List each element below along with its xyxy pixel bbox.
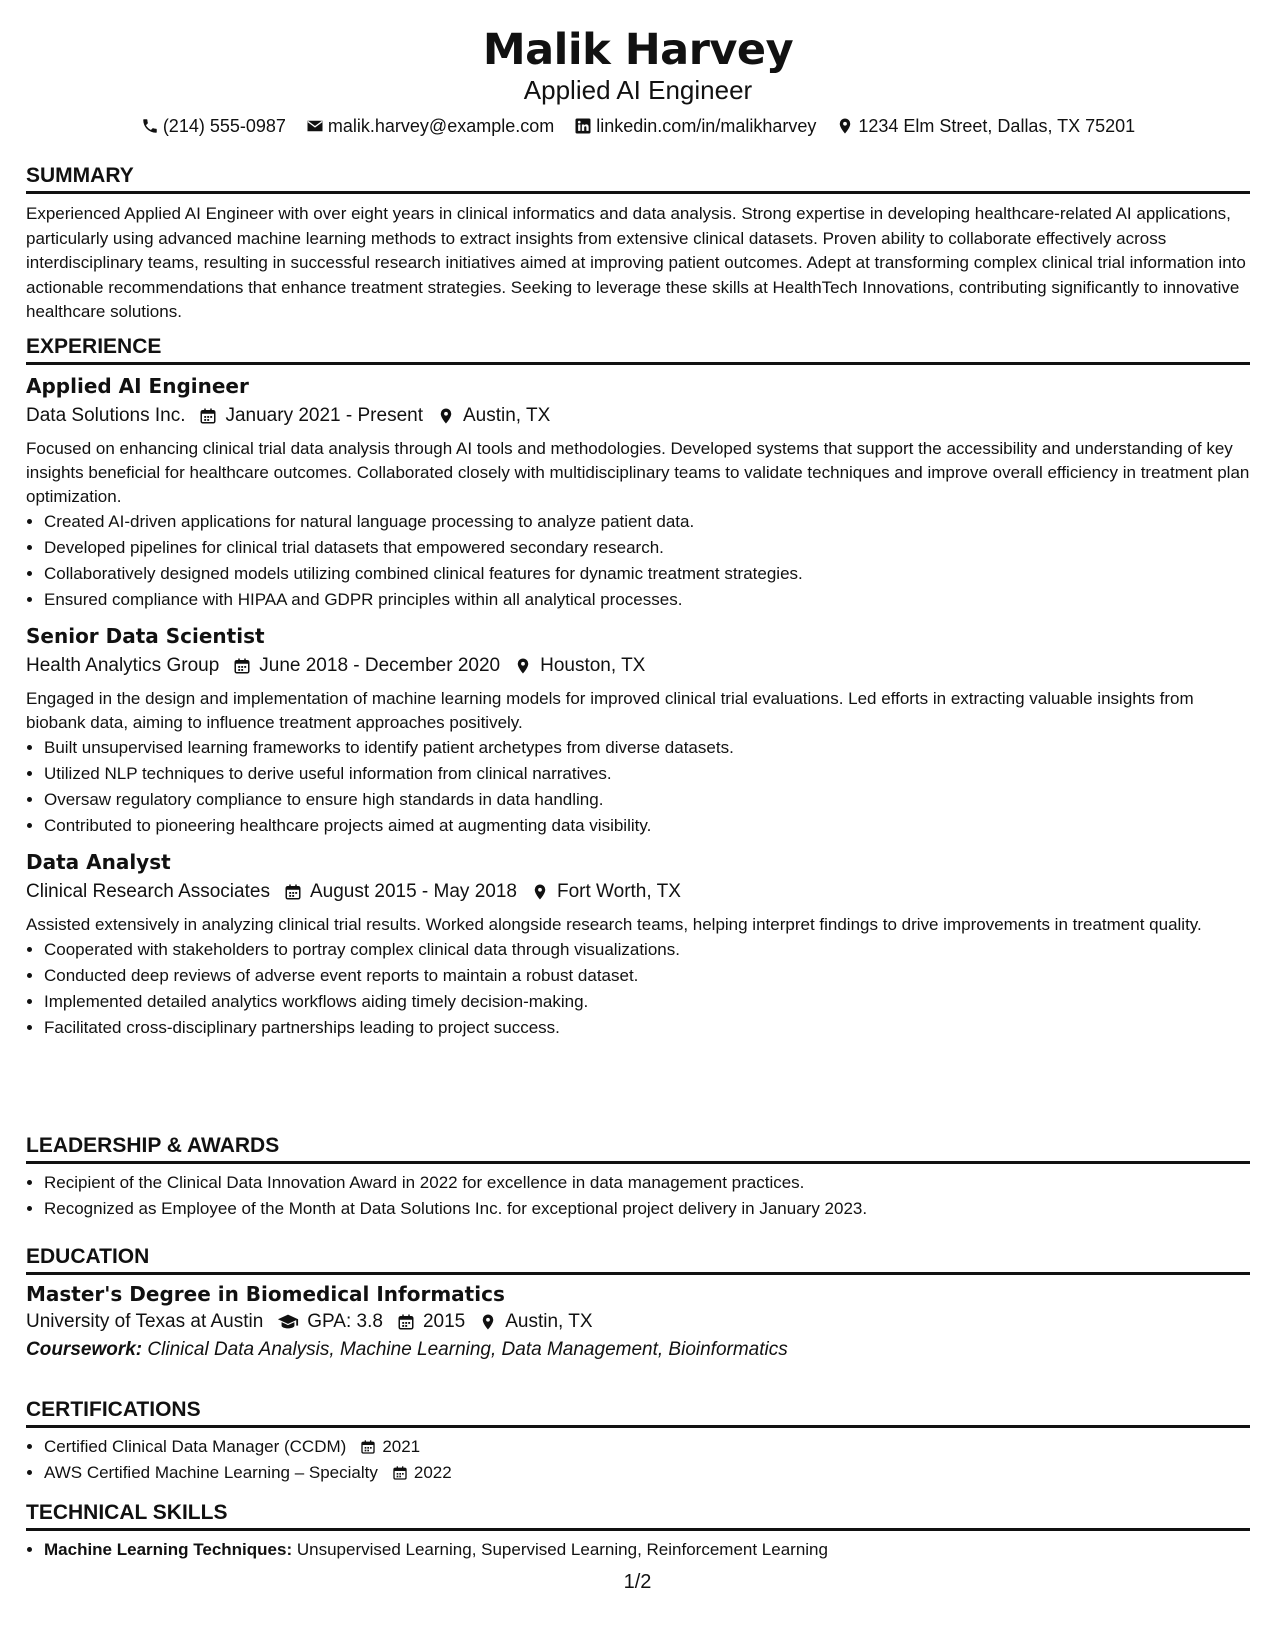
job-location: Austin, TX [463,405,551,426]
coursework-label: Coursework: [26,1339,143,1360]
list-item: • Contributed to pioneering healthcare projects aimed at augmenting data visibility. [44,813,1250,839]
list-item [44,1434,1250,1460]
map-pin-icon [479,1313,497,1331]
map-pin-icon [531,883,549,901]
job-bullets [26,937,1250,1041]
skills-list [26,1537,1250,1563]
map-pin-icon [437,407,455,425]
degree-title: Master's Degree in Biomedical Informatics [26,1282,505,1306]
summary-section [26,163,1250,325]
job-dates: August 2015 - May 2018 [309,881,517,902]
job-location: Fort Worth, TX [556,881,681,902]
certifications-list [26,1434,1250,1486]
resume-header [26,24,1250,138]
phone-text[interactable]: (214) 555-0987 [162,116,286,136]
awards-section [26,1133,1250,1222]
job-description: Assisted extensively in analyzing clinical trial results. Worked alongside research teams, helping interpret findings to drive improvements in treatment quality. [26,915,1202,934]
list-item: • Created AI-driven applications for natural language processing to analyze patient data. [44,509,1250,535]
contact-linkedin [574,114,816,138]
job-entry [26,623,1250,839]
summary-text: Experienced Applied AI Engineer with over eight years in clinical informatics and data analysis. Strong expertise in developing healthcare-related AI applications, particularly using advanced machine learning methods to extract insights from extensive clinical datasets. Proven ability to collaborate effectively across interdisciplinary teams, resulting in successful research initiatives aimed at improving patient outcomes. Adept at transforming complex clinical trial information into actionable recommendations that enhance treatment strategies. Seeking to leverage these skills at HealthTech Innovations, contributing significantly to innovative healthcare solutions. [26,204,1246,321]
calendar-icon [392,1465,408,1481]
summary-heading: SUMMARY [26,163,1250,194]
job-title: Data Analyst [26,850,171,874]
contact-address [836,114,1135,138]
list-item: • Recognized as Employee of the Month at Data Solutions Inc. for exceptional project delivery in January 2023. [44,1196,1250,1222]
job-title: Applied AI Engineer [26,374,249,398]
job-description: Engaged in the design and implementation of machine learning models for improved clinical trial evaluations. Led efforts in extracting valuable insights from biobank data, aiming to influence treatment approaches positively. [26,689,1194,732]
list-item: • Developed pipelines for clinical trial datasets that empowered secondary research. [44,535,1250,561]
job-entry [26,849,1250,1041]
company-name: Clinical Research Associates [26,881,270,902]
candidate-role: Applied AI Engineer [523,75,753,105]
phone-icon [141,117,159,135]
skill-label: Machine Learning Techniques: [44,1540,293,1559]
job-dates: June 2018 - December 2020 [259,655,501,676]
contact-email [306,114,554,138]
company-name: Health Analytics Group [26,655,220,676]
job-location: Houston, TX [540,655,646,676]
contact-bar [26,114,1250,138]
education-section [26,1244,1250,1363]
gpa-text: GPA: 3.8 [307,1311,383,1332]
list-item: • Collaboratively designed models utilizing combined clinical features for dynamic treatment strategies. [44,561,1250,587]
job-meta [26,653,1250,679]
list-item: • Cooperated with stakeholders to portray complex clinical data through visualizations. [44,937,1250,963]
cert-year: 2021 [382,1437,421,1456]
job-bullets [26,509,1250,613]
skills-section [26,1500,1250,1563]
cert-entry [44,1434,1250,1460]
list-item [44,1537,1250,1563]
coursework [26,1337,1250,1363]
school-name: University of Texas at Austin [26,1311,264,1332]
list-item: • Facilitated cross-disciplinary partnerships leading to project success. [44,1015,1250,1041]
calendar-icon [284,883,302,901]
list-item: • Conducted deep reviews of adverse event reports to maintain a robust dataset. [44,963,1250,989]
awards-heading: LEADERSHIP & AWARDS [26,1133,1250,1164]
job-bullets [26,735,1250,839]
job-description: Focused on enhancing clinical trial data analysis through AI tools and methodologies. Developed systems that support the accessibility and understanding of key insights beneficial for healthcare outcomes. Collaborated closely with multidisciplinary teams to validate techniques and improve overall efficiency in treatment plan optimization. [26,439,1250,506]
experience-section [26,334,1250,1041]
list-item: • Utilized NLP techniques to derive useful information from clinical narratives. [44,761,1250,787]
certifications-heading: CERTIFICATIONS [26,1397,1250,1428]
company-name: Data Solutions Inc. [26,405,186,426]
cert-entry [44,1460,1250,1486]
certifications-section [26,1397,1250,1486]
list-item [44,1460,1250,1486]
calendar-icon [397,1313,415,1331]
graduation-year: 2015 [422,1311,466,1332]
graduation-cap-icon [277,1311,299,1333]
cert-year: 2022 [413,1463,452,1482]
job-meta [26,403,1250,429]
list-item: • Ensured compliance with HIPAA and GDPR principles within all analytical processes. [44,587,1250,613]
resume-page [26,0,1250,1559]
job-dates: January 2021 - Present [225,405,423,426]
map-pin-icon [514,657,532,675]
education-meta [26,1309,1250,1335]
contact-phone [141,114,286,138]
skill-value: Unsupervised Learning, Supervised Learning, Reinforcement Learning [296,1540,828,1559]
email-link[interactable]: malik.harvey@example.com [327,116,555,136]
linkedin-icon [574,117,592,135]
map-pin-icon [836,117,854,135]
education-heading: EDUCATION [26,1244,1250,1275]
page-number: 1/2 [623,1571,652,1593]
list-item: • Oversaw regulatory compliance to ensure high standards in data handling. [44,787,1250,813]
cert-name: • Certified Clinical Data Manager (CCDM) [44,1437,347,1456]
calendar-icon [199,407,217,425]
school-location: Austin, TX [505,1311,593,1332]
experience-heading: EXPERIENCE [26,334,1250,365]
list-item: • Recipient of the Clinical Data Innovation Award in 2022 for excellence in data management practices. [44,1170,1250,1196]
list-item: • Implemented detailed analytics workflows aiding timely decision-making. [44,989,1250,1015]
awards-list [26,1170,1250,1222]
calendar-icon [360,1439,376,1455]
address-text: 1234 Elm Street, Dallas, TX 75201 [858,116,1136,136]
job-title: Senior Data Scientist [26,624,265,648]
job-meta [26,879,1250,905]
skills-heading: TECHNICAL SKILLS [26,1500,1250,1531]
coursework-list: Clinical Data Analysis, Machine Learning, Data Management, Bioinformatics [147,1339,788,1360]
calendar-icon [233,657,251,675]
linkedin-link[interactable]: linkedin.com/in/malikharvey [596,116,817,136]
envelope-icon [306,117,324,135]
cert-name: • AWS Certified Machine Learning – Specialty [44,1463,378,1482]
job-entry [26,373,1250,613]
list-item: • Built unsupervised learning frameworks to identify patient archetypes from diverse datasets. [44,735,1250,761]
candidate-name: Malik Harvey [482,25,794,75]
